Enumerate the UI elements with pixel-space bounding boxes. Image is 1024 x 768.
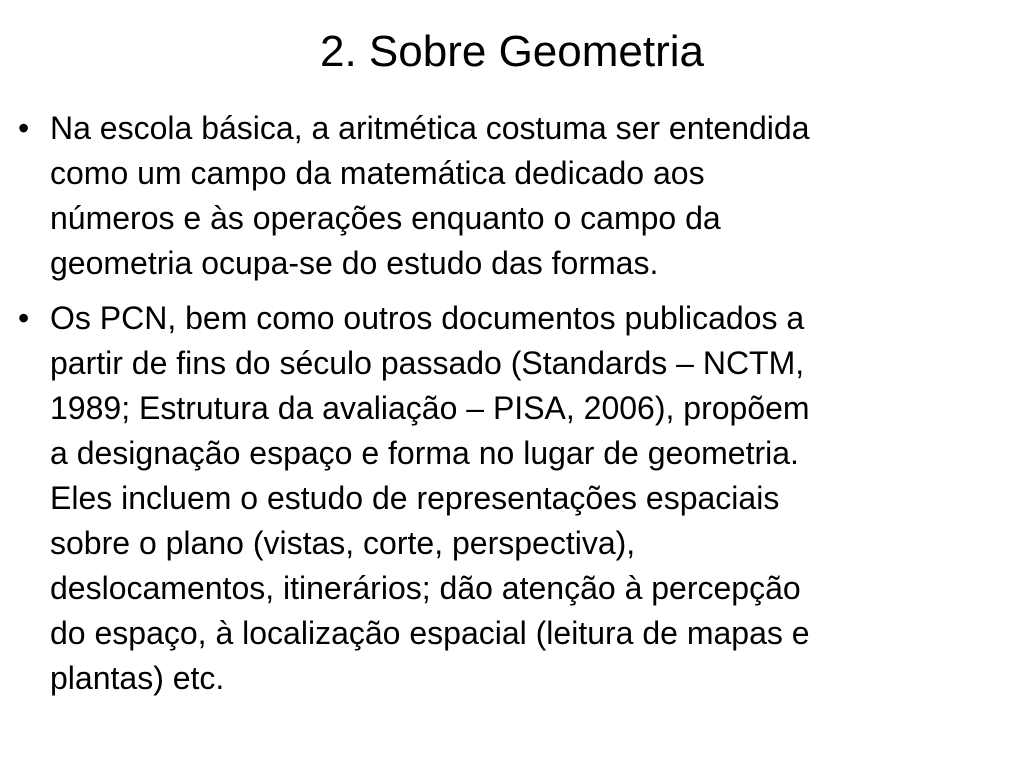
bullet-text-line: geometria ocupa-se do estudo das formas. <box>50 245 659 281</box>
bullet-text-line: do espaço, à localização espacial (leitura de mapas e <box>50 615 810 651</box>
bullet-text-line: a designação espaço e forma no lugar de geometria. <box>50 435 799 471</box>
bullet-text-line: Eles incluem o estudo de representações espaciais <box>50 480 780 516</box>
bullet-marker: • <box>18 110 30 146</box>
bullet-text-line: Os PCN, bem como outros documentos publicados a <box>50 300 805 336</box>
bullet-text-line: 1989; Estrutura da avaliação – PISA, 2006), propõem <box>50 390 810 426</box>
bullet-item <box>18 296 1008 701</box>
bullet-text-line: números e às operações enquanto o campo da <box>50 200 721 236</box>
bullet-text-line: plantas) etc. <box>50 660 225 696</box>
bullet-text <box>50 296 1008 701</box>
bullet-text-line: Na escola básica, a aritmética costuma ser entendida <box>50 110 810 146</box>
bullet-text-line: deslocamentos, itinerários; dão atenção à percepção <box>50 570 801 606</box>
bullet-text-line: sobre o plano (vistas, corte, perspectiva), <box>50 525 636 561</box>
bullet-marker: • <box>18 300 30 336</box>
bullet-text-line: como um campo da matemática dedicado aos <box>50 155 705 191</box>
bullet-text-line: partir de fins do século passado (Standards – NCTM, <box>50 345 805 381</box>
bullet-item <box>18 106 1008 286</box>
bullet-list <box>18 106 1008 711</box>
bullet-text <box>50 106 1008 286</box>
slide-title: 2. Sobre Geometria <box>320 27 704 76</box>
